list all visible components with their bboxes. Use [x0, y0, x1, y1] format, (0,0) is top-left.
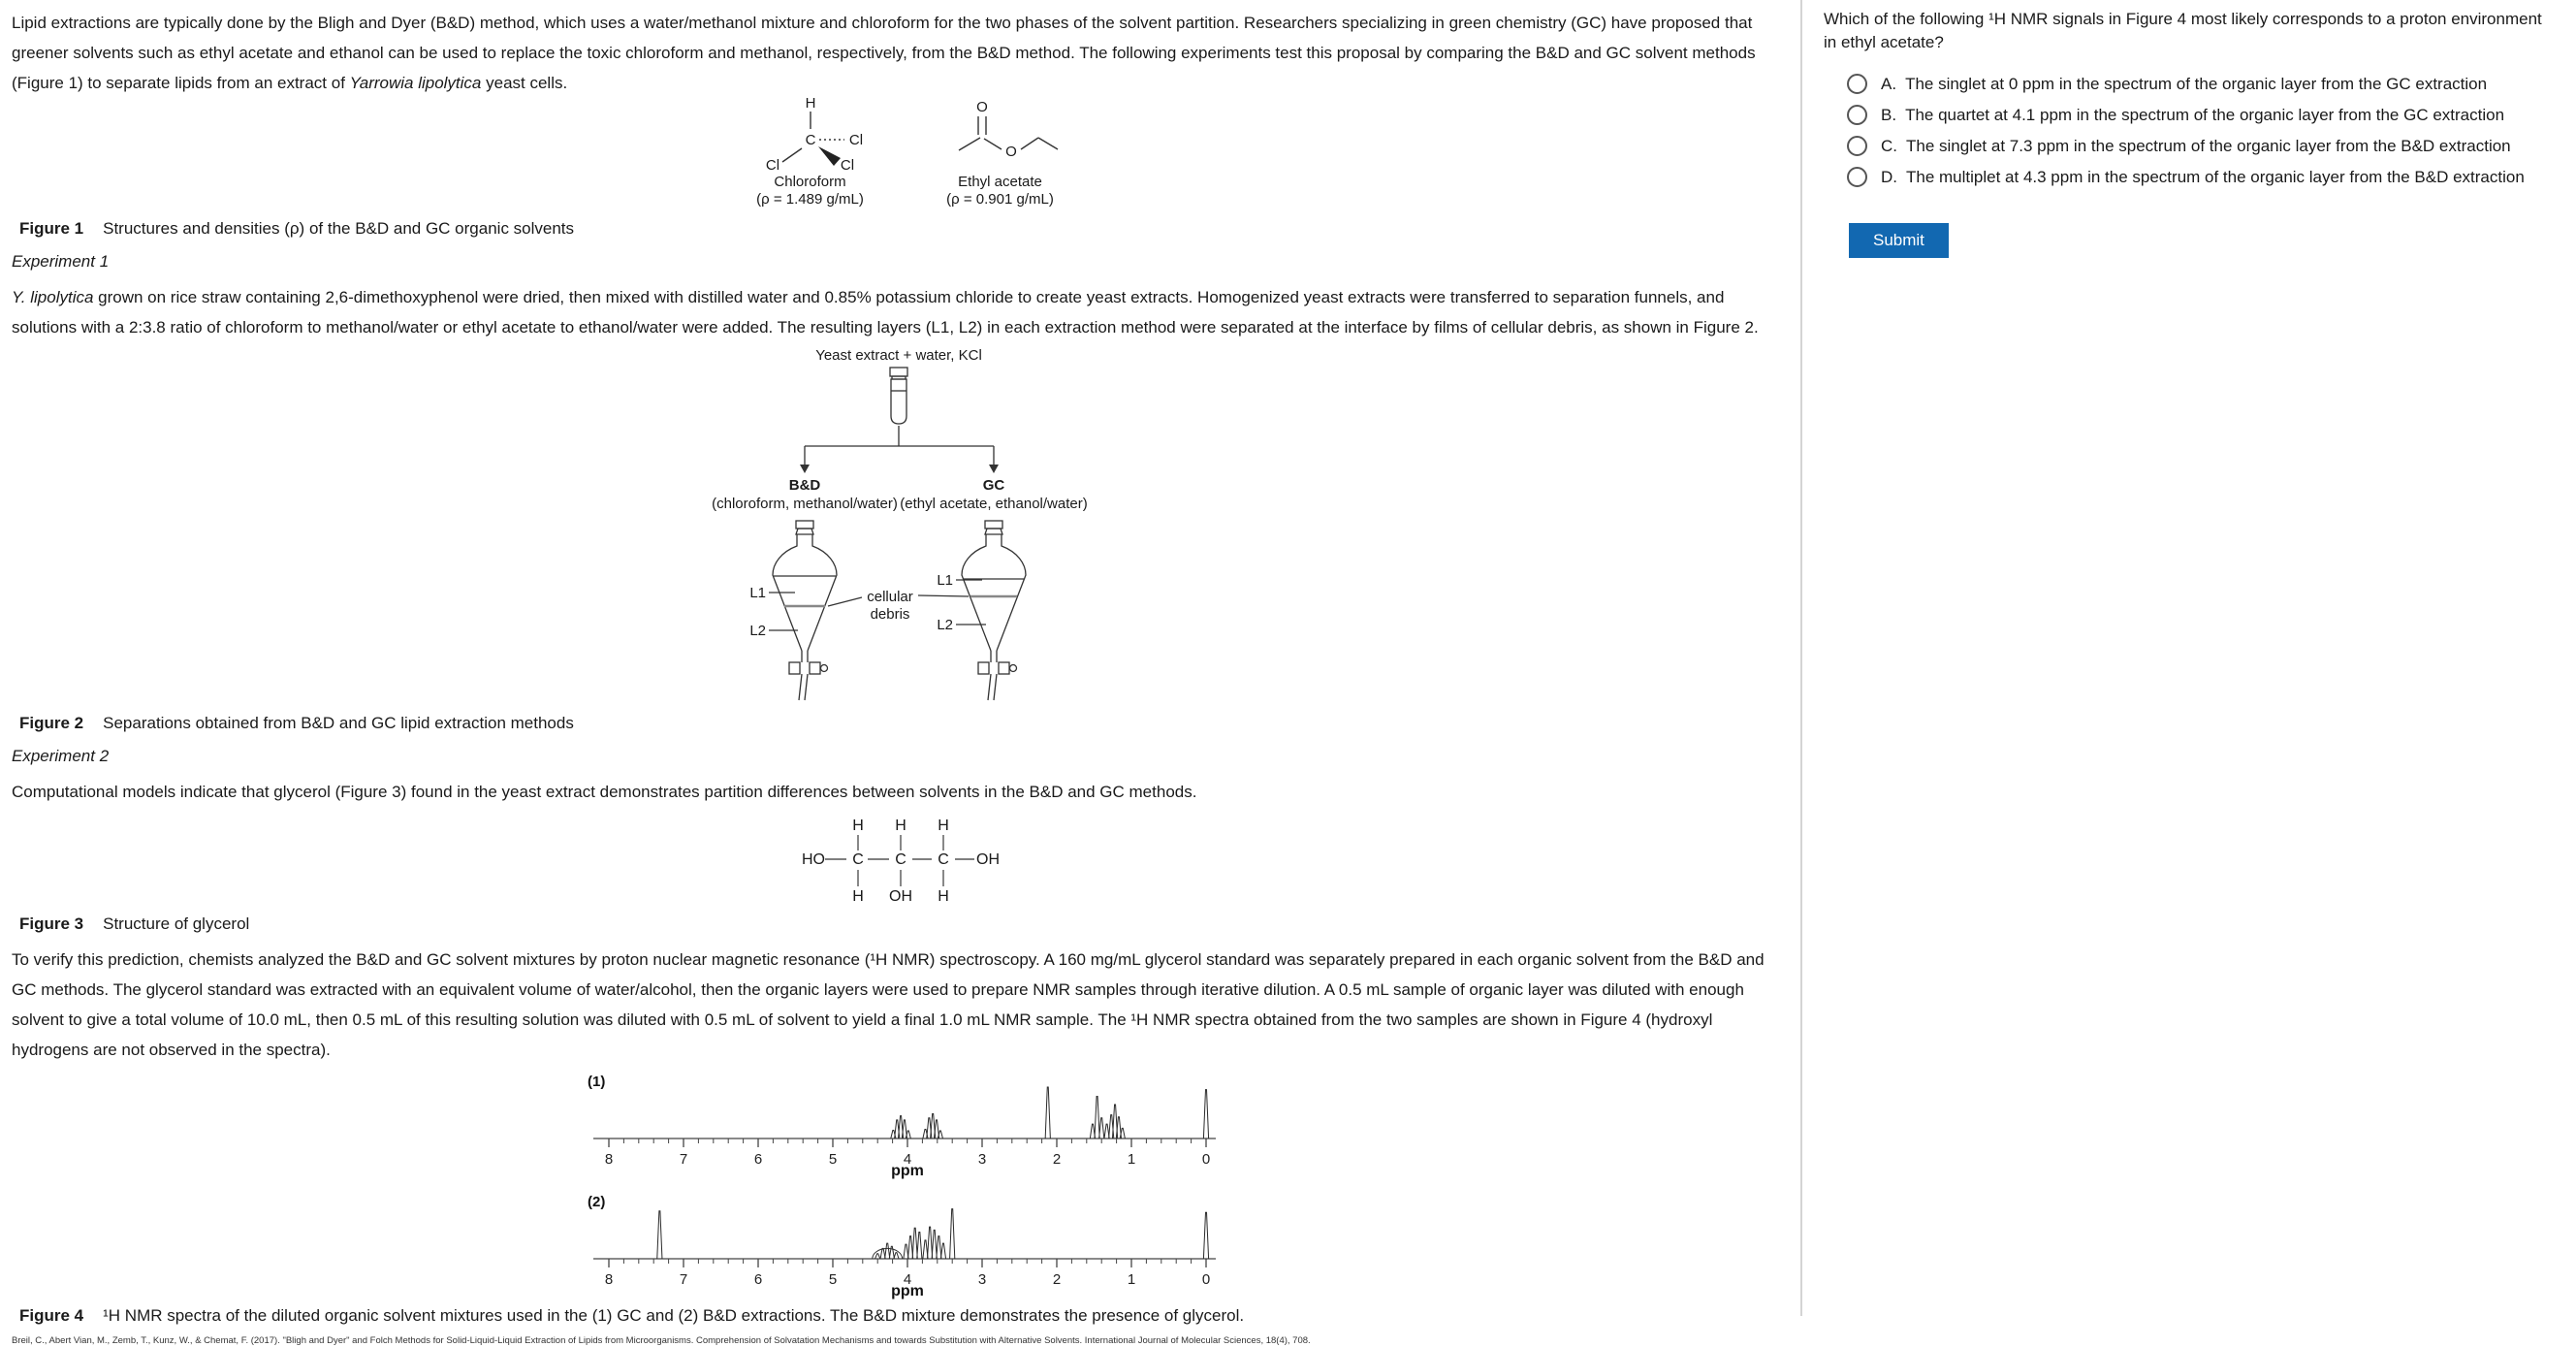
debris-label-line2: debris — [870, 606, 909, 623]
bd-l2-label: L2 — [748, 623, 766, 639]
question-panel — [1802, 0, 2576, 1316]
glycerol-molecule-icon — [788, 813, 1013, 906]
figure1-structures — [12, 94, 1789, 208]
bd-l1-label: L1 — [748, 585, 766, 601]
figure1-caption — [12, 218, 1789, 240]
svg-text:1: 1 — [1127, 1271, 1135, 1288]
atom-h: H — [805, 95, 815, 112]
option-letter: D. — [1881, 167, 1897, 186]
gc-solvents-label: (ethyl acetate, ethanol/water) — [899, 496, 1088, 512]
atom-c: C — [894, 851, 906, 868]
vial-icon — [890, 368, 907, 424]
svg-text:3: 3 — [977, 1271, 986, 1288]
svg-text:2: 2 — [1052, 1271, 1061, 1288]
atom-h: H — [937, 818, 949, 834]
gc-label: GC — [982, 477, 1004, 494]
experiment1-heading: Experiment 1 — [12, 252, 110, 271]
figure3-caption-text: Structure of glycerol — [103, 914, 250, 933]
svg-text:4: 4 — [903, 1271, 911, 1288]
gc-l2-label: L2 — [936, 617, 953, 633]
experiment1-paragraph — [12, 282, 1789, 342]
svg-text:(1): (1) — [587, 1074, 605, 1090]
answer-option-b[interactable] — [1847, 105, 2553, 125]
svg-text:5: 5 — [828, 1271, 837, 1288]
atom-h: H — [937, 888, 949, 905]
figure1-caption-label: Figure 1 — [19, 219, 84, 238]
svg-text:6: 6 — [753, 1151, 762, 1168]
nmr-spectrum-1 — [586, 1071, 1216, 1179]
svg-text:ppm: ppm — [890, 1163, 924, 1179]
ethyl-acetate-structure — [938, 94, 1064, 208]
svg-text:8: 8 — [604, 1271, 613, 1288]
option-text: The quartet at 4.1 ppm in the spectrum of the organic layer from the GC extraction — [1905, 105, 2505, 124]
figure1-caption-text: Structures and densities (ρ) of the B&D and GC organic solvents — [103, 219, 575, 238]
ethyl-acetate-name: Ethyl acetate — [958, 174, 1042, 190]
atom-cl: Cl — [848, 132, 863, 148]
option-text: The multiplet at 4.3 ppm in the spectrum of the organic layer from the B&D extraction — [1906, 167, 2525, 186]
intro-paragraph — [12, 8, 1789, 98]
figure4-spectrum-2 — [12, 1191, 1789, 1299]
svg-text:(2): (2) — [587, 1194, 605, 1210]
atom-c: C — [851, 851, 864, 868]
svg-text:7: 7 — [679, 1271, 687, 1288]
figure3-diagram — [12, 813, 1789, 906]
figure4-caption-text: ¹H NMR spectra of the diluted organic solvent mixtures used in the (1) GC and (2) B&D extractions. The B&D mixture demonstrates the presence of glycerol. — [103, 1306, 1245, 1325]
figure2-caption-text: Separations obtained from B&D and GC lipid extraction methods — [103, 714, 574, 732]
bd-funnel-icon — [749, 521, 837, 700]
nmr-paragraph: To verify this prediction, chemists analyzed the B&D and GC solvent mixtures by proton nuclear magnetic resonance (¹H NMR) spectroscopy. A 160 mg/mL glycerol standard was separately prepared in each organic solvent from the B&D and GC methods. The glycerol standard was extracted with an equivalent volume of water/alcohol, then the organic layers were used to prepare NMR samples through iterative dilution. A 0.5 mL sample of organic layer was diluted with enough solvent to give a total volume of 10.0 mL, then 0.5 mL of this resulting solution was diluted with 0.5 mL of solvent to yield a final 1.0 mL NMR sample. The ¹H NMR spectra obtained from the two samples are shown in Figure 4 (hydroxyl hydrogens are not observed in the spectra). — [12, 950, 1765, 1059]
option-letter: B. — [1881, 105, 1897, 124]
atom-ho: HO — [801, 851, 825, 868]
atom-cl: Cl — [840, 157, 854, 174]
chloroform-name: Chloroform — [774, 174, 846, 190]
nmr-spectrum-2 — [586, 1191, 1216, 1299]
gc-l1-label: L1 — [936, 572, 953, 589]
atom-o: O — [1004, 144, 1017, 160]
option-text: The singlet at 7.3 ppm in the spectrum of the organic layer from the B&D extraction — [1906, 136, 2511, 155]
species-abbrev: Y. lipolytica — [12, 288, 94, 306]
svg-text:7: 7 — [679, 1151, 687, 1168]
question-text: Which of the following ¹H NMR signals in Figure 4 most likely corresponds to a proton environment in ethyl acetate? — [1824, 10, 2542, 51]
figure4-caption-label: Figure 4 — [19, 1306, 84, 1325]
figure4-caption — [12, 1305, 1789, 1327]
svg-text:1: 1 — [1127, 1151, 1135, 1168]
answer-option-a[interactable] — [1847, 74, 2553, 94]
svg-text:3: 3 — [977, 1151, 986, 1168]
answer-option-d[interactable] — [1847, 167, 2553, 187]
atom-h: H — [851, 888, 864, 905]
experiment1-text: grown on rice straw containing 2,6-dimethoxyphenol were dried, then mixed with distilled water and 0.85% potassium chloride to create yeast extracts. Homogenized yeast extracts were transferred to separation funnels, and solutions with a 2:3.8 ratio of chloroform to methanol/water or ethyl acetate to ethanol/water were added. The resulting layers (L1, L2) in each extraction method were separated at the interface by films of cellular debris, as shown in Figure 2. — [12, 288, 1759, 337]
option-text: The singlet at 0 ppm in the spectrum of the organic layer from the GC extraction — [1905, 74, 2488, 93]
svg-text:2: 2 — [1052, 1151, 1061, 1168]
radio-button-a[interactable] — [1847, 74, 1867, 94]
svg-text:5: 5 — [828, 1151, 837, 1168]
svg-text:6: 6 — [753, 1271, 762, 1288]
svg-text:0: 0 — [1201, 1271, 1210, 1288]
answer-option-c[interactable] — [1847, 136, 2553, 156]
intro-text: Lipid extractions are typically done by the Bligh and Dyer (B&D) method, which uses a water/methanol mixture and chloroform for the two phases of the solvent partition. Researchers specializing in green chemistry (GC) have proposed that greener solvents such as ethyl acetate and ethanol can be used to replace the toxic chloroform and methanol, respectively, from the B&D method. The following experiments test this proposal by comparing the B&D and GC solvent methods (Figure 1) to separate lipids from an extract of — [12, 14, 1756, 92]
yeast-extract-label: Yeast extract + water, KCl — [814, 347, 982, 364]
figure2-diagram — [12, 346, 1789, 707]
atom-oh: OH — [888, 888, 912, 905]
ethyl-acetate-molecule-icon — [938, 94, 1064, 174]
figure2-caption-label: Figure 2 — [19, 714, 84, 732]
submit-button[interactable]: Submit — [1849, 223, 1949, 258]
atom-h: H — [851, 818, 864, 834]
svg-text:0: 0 — [1201, 1151, 1210, 1168]
bd-solvents-label: (chloroform, methanol/water) — [711, 496, 898, 512]
branch-arrows-icon — [805, 426, 994, 465]
svg-text:8: 8 — [604, 1151, 613, 1168]
atom-c: C — [805, 132, 815, 148]
bd-label: B&D — [788, 477, 820, 494]
citation: Breil, C., Abert Vian, M., Zemb, T., Kunz, W., & Chemat, F. (2017). "Bligh and Dyer" and Folch Methods for Solid-Liquid-Liquid Extraction of Lipids from Microorganisms. Comprehension of Solvatation Mechanisms and towards Substitution with Alternative Solvents. International Journal of Molecular Sciences, 18(4), 708. — [12, 1335, 1311, 1346]
species-name: Yarrowia lipolytica — [349, 74, 482, 92]
figure3-caption-label: Figure 3 — [19, 914, 84, 933]
atom-cl: Cl — [765, 157, 779, 174]
chloroform-molecule-icon — [738, 94, 883, 174]
experiment2-paragraph: Computational models indicate that glycerol (Figure 3) found in the yeast extract demonstrates partition differences between solvents in the B&D and GC methods. — [12, 783, 1197, 801]
intro-text-end: yeast cells. — [481, 74, 568, 92]
atom-c: C — [937, 851, 949, 868]
radio-button-b[interactable] — [1847, 105, 1867, 125]
figure2-caption — [12, 713, 1789, 734]
gc-funnel-icon — [937, 521, 1026, 700]
svg-text:ppm: ppm — [890, 1283, 924, 1299]
chloroform-density: (ρ = 1.489 g/mL) — [756, 191, 864, 208]
radio-button-c[interactable] — [1847, 136, 1867, 156]
option-letter: C. — [1881, 136, 1897, 155]
radio-button-d[interactable] — [1847, 167, 1867, 187]
chloroform-structure — [738, 94, 883, 208]
figure3-caption — [12, 914, 1789, 935]
option-letter: A. — [1881, 74, 1897, 93]
debris-label-line1: cellular — [866, 589, 913, 605]
atom-oh: OH — [975, 851, 1000, 868]
separation-diagram-icon — [678, 346, 1124, 707]
svg-text:4: 4 — [903, 1151, 911, 1168]
atom-o: O — [975, 99, 988, 115]
experiment2-heading: Experiment 2 — [12, 747, 110, 765]
atom-h: H — [894, 818, 906, 834]
ethyl-acetate-density: (ρ = 0.901 g/mL) — [946, 191, 1054, 208]
figure4-spectrum-1 — [12, 1071, 1789, 1179]
